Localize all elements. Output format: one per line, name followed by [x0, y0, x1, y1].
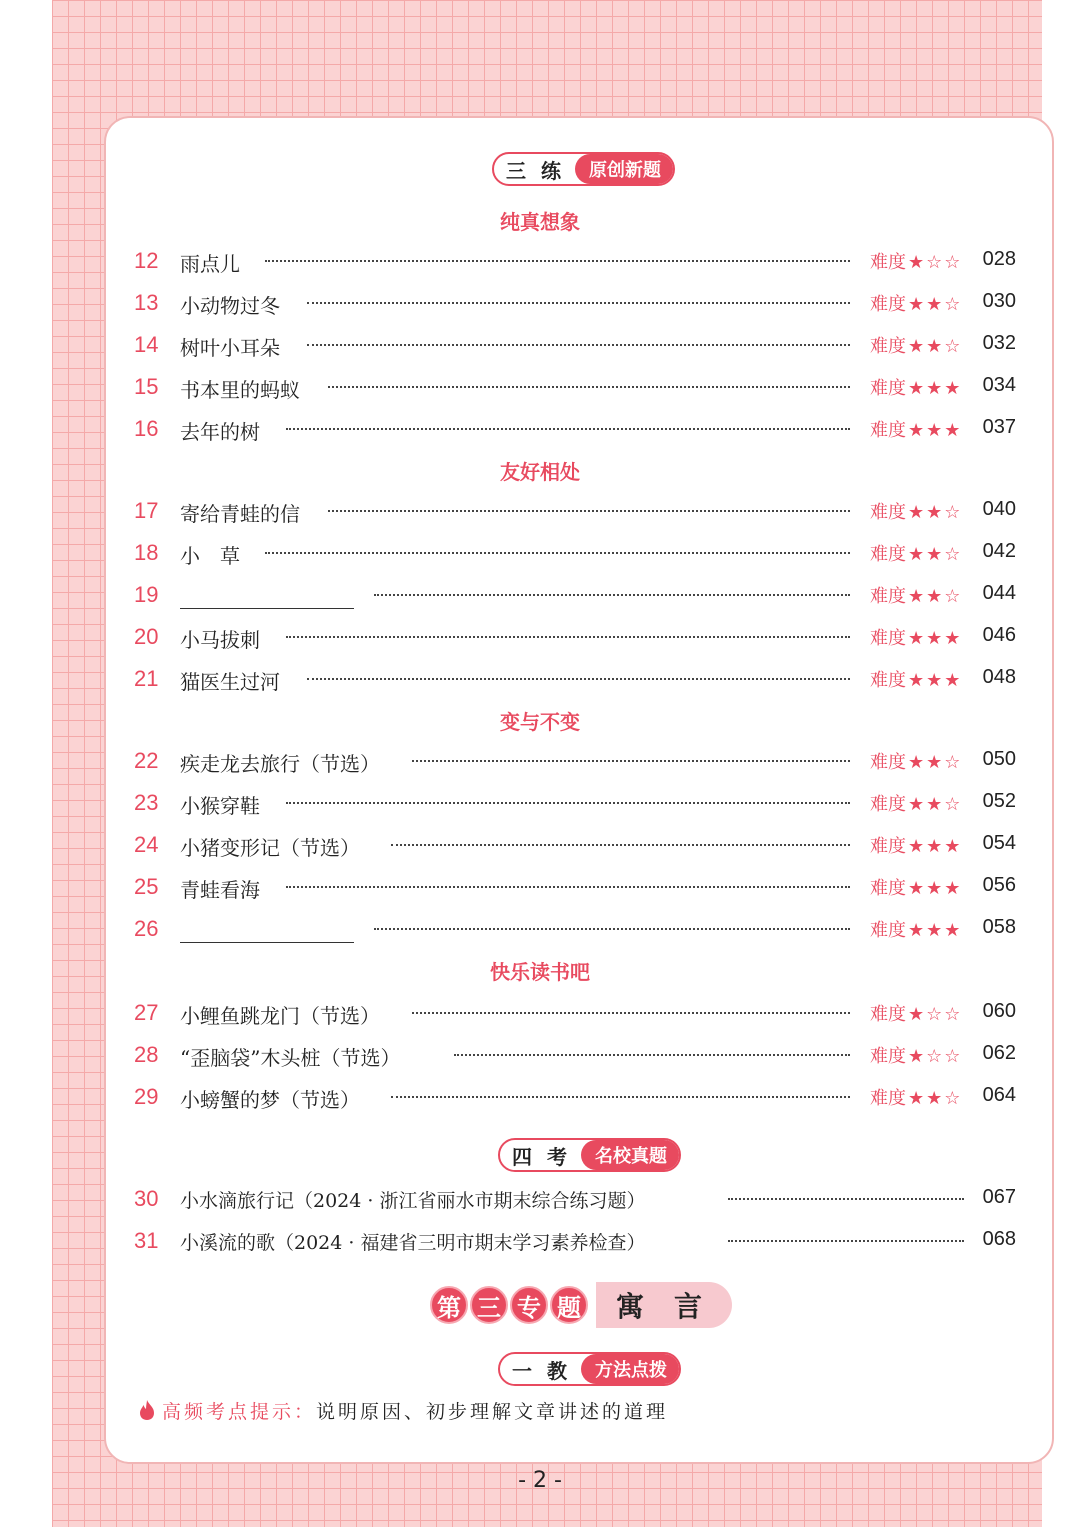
- difficulty-rating: [870, 540, 962, 566]
- star-rating-icon: ★★★: [908, 378, 963, 399]
- star-rating-icon: ★★★: [908, 628, 963, 649]
- difficulty-label: 难度: [870, 836, 906, 857]
- page-number: 064: [982, 1084, 1016, 1106]
- dot-leader: [307, 302, 850, 304]
- page-number: 037: [982, 416, 1016, 438]
- lesson-title: 去年的树: [180, 420, 260, 444]
- toc-row[interactable]: [134, 1040, 1024, 1072]
- toc-row[interactable]: [134, 746, 1024, 778]
- toc-row[interactable]: [134, 330, 1024, 362]
- category-heading: 快乐读书吧: [490, 960, 590, 984]
- lesson-number: 22: [134, 748, 159, 773]
- dot-leader: [286, 802, 850, 804]
- difficulty-label: 难度: [870, 1088, 906, 1109]
- lesson-number: 14: [134, 332, 159, 357]
- lesson-title: 小水滴旅行记（2024 · 浙江省丽水市期末综合练习题）: [180, 1190, 646, 1212]
- lesson-title: 树叶小耳朵: [180, 336, 280, 360]
- difficulty-label: 难度: [870, 586, 906, 607]
- toc-row[interactable]: [134, 372, 1024, 404]
- difficulty-rating: [870, 290, 962, 316]
- difficulty-label: 难度: [870, 794, 906, 815]
- star-rating-icon: ★★☆: [908, 752, 963, 773]
- star-rating-icon: ★☆☆: [908, 252, 963, 273]
- dot-leader: [374, 594, 850, 596]
- difficulty-rating: [870, 748, 962, 774]
- topic-char: 三: [470, 1286, 508, 1324]
- topic-char: 专: [510, 1286, 548, 1324]
- toc-row[interactable]: [134, 830, 1024, 862]
- section-badge-exam: [498, 1138, 681, 1172]
- lesson-number: 20: [134, 624, 159, 649]
- star-rating-icon: ★★☆: [908, 586, 963, 607]
- page-number: 060: [982, 1000, 1016, 1022]
- lesson-number: 16: [134, 416, 159, 441]
- dot-leader: [412, 760, 850, 762]
- dot-leader: [391, 1096, 850, 1098]
- difficulty-rating: [870, 374, 962, 400]
- difficulty-rating: [870, 1000, 962, 1026]
- page-number: 056: [982, 874, 1016, 896]
- hint-text: 说明原因、初步理解文章讲述的道理: [316, 1401, 669, 1423]
- page-number: 068: [982, 1228, 1016, 1250]
- difficulty-rating: [870, 916, 962, 942]
- lesson-title: 小螃蟹的梦（节选）: [180, 1088, 360, 1112]
- dot-leader: [328, 510, 850, 512]
- dot-leader: [412, 1012, 850, 1014]
- page-number: 067: [982, 1186, 1016, 1208]
- lesson-title: 小 草: [180, 544, 240, 568]
- toc-row[interactable]: [134, 496, 1024, 528]
- toc-row-exam[interactable]: [134, 1184, 1024, 1216]
- lesson-title: 书本里的蚂蚁: [180, 378, 300, 402]
- star-rating-icon: ★★☆: [908, 1088, 963, 1109]
- toc-row[interactable]: [134, 538, 1024, 570]
- section-badge-left: 一 教: [512, 1358, 571, 1383]
- star-rating-icon: ★★★: [908, 420, 963, 441]
- star-rating-icon: ★★☆: [908, 544, 963, 565]
- lesson-number: 26: [134, 916, 159, 941]
- page-number: 040: [982, 498, 1016, 520]
- lesson-title: 小鲤鱼跳龙门（节选）: [180, 1004, 380, 1028]
- toc-row[interactable]: [134, 1082, 1024, 1114]
- difficulty-label: 难度: [870, 1046, 906, 1067]
- section-badge-practice: [492, 152, 675, 186]
- difficulty-rating: [870, 1084, 962, 1110]
- difficulty-label: 难度: [870, 294, 906, 315]
- page-number: 048: [982, 666, 1016, 688]
- star-rating-icon: ★★☆: [908, 336, 963, 357]
- difficulty-rating: [870, 582, 962, 608]
- section-badge-right: 名校真题: [581, 1140, 679, 1170]
- lesson-number: 12: [134, 248, 159, 273]
- topic-char: 第: [430, 1286, 468, 1324]
- difficulty-label: 难度: [870, 378, 906, 399]
- lesson-number: 17: [134, 498, 159, 523]
- lesson-title: 寄给青蛙的信: [180, 502, 300, 526]
- section-badge-left: 四 考: [512, 1144, 571, 1169]
- difficulty-label: 难度: [870, 502, 906, 523]
- lesson-number: 24: [134, 832, 159, 857]
- lesson-title: 猫医生过河: [180, 670, 280, 694]
- dot-leader: [286, 636, 850, 638]
- blank-title-line: [180, 608, 354, 609]
- difficulty-label: 难度: [870, 920, 906, 941]
- page-number: 030: [982, 290, 1016, 312]
- difficulty-rating: [870, 332, 962, 358]
- toc-row[interactable]: [134, 288, 1024, 320]
- star-rating-icon: ★★☆: [908, 294, 963, 315]
- difficulty-rating: [870, 498, 962, 524]
- section-badge-left: 三 练: [506, 158, 565, 183]
- toc-row[interactable]: [134, 246, 1024, 278]
- section-badge-right: 原创新题: [575, 154, 673, 184]
- dot-leader: [307, 344, 850, 346]
- hint-label: 高频考点提示：: [162, 1401, 317, 1423]
- difficulty-label: 难度: [870, 752, 906, 773]
- difficulty-rating: [870, 790, 962, 816]
- dot-leader: [265, 552, 850, 554]
- star-rating-icon: ★★☆: [908, 794, 963, 815]
- dot-leader: [286, 428, 850, 430]
- lesson-title: 疾走龙去旅行（节选）: [180, 752, 380, 776]
- lesson-number: 29: [134, 1084, 159, 1109]
- lesson-title: 小动物过冬: [180, 294, 280, 318]
- dot-leader: [728, 1240, 964, 1242]
- page-number: 058: [982, 916, 1016, 938]
- dot-leader: [328, 386, 850, 388]
- lesson-number: 28: [134, 1042, 159, 1067]
- difficulty-rating: [870, 1042, 962, 1068]
- difficulty-label: 难度: [870, 544, 906, 565]
- toc-row-exam[interactable]: [134, 1226, 1024, 1258]
- topic-banner: [430, 1281, 732, 1329]
- lesson-number: 30: [134, 1186, 159, 1211]
- toc-row[interactable]: [134, 622, 1024, 654]
- lesson-number: 27: [134, 1000, 159, 1025]
- dot-leader: [307, 678, 850, 680]
- toc-row[interactable]: [134, 580, 1024, 612]
- page-number: 034: [982, 374, 1016, 396]
- lesson-number: 13: [134, 290, 159, 315]
- difficulty-rating: [870, 248, 962, 274]
- star-rating-icon: ★★☆: [908, 502, 963, 523]
- category-heading: 纯真想象: [500, 210, 580, 234]
- dot-leader: [391, 844, 850, 846]
- lesson-title: 小猴穿鞋: [180, 794, 260, 818]
- page-number: 042: [982, 540, 1016, 562]
- page-number: 062: [982, 1042, 1016, 1064]
- lesson-number: 15: [134, 374, 159, 399]
- difficulty-label: 难度: [870, 1004, 906, 1025]
- star-rating-icon: ★☆☆: [908, 1004, 963, 1025]
- toc-row[interactable]: [134, 414, 1024, 446]
- category-heading: 变与不变: [500, 710, 580, 734]
- toc-row[interactable]: [134, 998, 1024, 1030]
- lesson-title: “歪脑袋”木头桩（节选）: [180, 1046, 401, 1070]
- difficulty-label: 难度: [870, 252, 906, 273]
- difficulty-rating: [870, 624, 962, 650]
- lesson-title: 青蛙看海: [180, 878, 260, 902]
- dot-leader: [728, 1198, 964, 1200]
- page-number: 054: [982, 832, 1016, 854]
- section-badge-right: 方法点拨: [581, 1354, 679, 1384]
- topic-name: 寓言: [596, 1282, 732, 1328]
- difficulty-label: 难度: [870, 670, 906, 691]
- lesson-number: 23: [134, 790, 159, 815]
- lesson-number: 21: [134, 666, 159, 691]
- flame-icon: [138, 1399, 156, 1421]
- difficulty-rating: [870, 416, 962, 442]
- difficulty-rating: [870, 832, 962, 858]
- page-footer-number: - 2 -: [518, 1468, 562, 1493]
- lesson-number: 31: [134, 1228, 159, 1253]
- star-rating-icon: ★★★: [908, 836, 963, 857]
- page-number: 052: [982, 790, 1016, 812]
- page-number: 044: [982, 582, 1016, 604]
- lesson-title: 雨点儿: [180, 252, 240, 276]
- difficulty-label: 难度: [870, 878, 906, 899]
- lesson-number: 19: [134, 582, 159, 607]
- toc-row[interactable]: [134, 872, 1024, 904]
- toc-row[interactable]: [134, 788, 1024, 820]
- lesson-number: 18: [134, 540, 159, 565]
- dot-leader: [286, 886, 850, 888]
- lesson-title: 小猪变形记（节选）: [180, 836, 360, 860]
- dot-leader: [454, 1054, 850, 1056]
- star-rating-icon: ★★★: [908, 670, 963, 691]
- lesson-number: 25: [134, 874, 159, 899]
- lesson-title: 小溪流的歌（2024 · 福建省三明市期末学习素养检查）: [180, 1232, 646, 1254]
- topic-char: 题: [550, 1286, 588, 1324]
- star-rating-icon: ★★★: [908, 920, 963, 941]
- category-heading: 友好相处: [500, 460, 580, 484]
- key-point-hint: [138, 1397, 668, 1424]
- star-rating-icon: ★☆☆: [908, 1046, 963, 1067]
- star-rating-icon: ★★★: [908, 878, 963, 899]
- difficulty-label: 难度: [870, 628, 906, 649]
- dot-leader: [374, 928, 850, 930]
- difficulty-label: 难度: [870, 336, 906, 357]
- difficulty-rating: [870, 874, 962, 900]
- page-number: 028: [982, 248, 1016, 270]
- dot-leader: [265, 260, 850, 262]
- difficulty-rating: [870, 666, 962, 692]
- page-number: 032: [982, 332, 1016, 354]
- toc-row[interactable]: [134, 664, 1024, 696]
- section-badge-teach: [498, 1352, 681, 1386]
- page-number: 046: [982, 624, 1016, 646]
- toc-row[interactable]: [134, 914, 1024, 946]
- difficulty-label: 难度: [870, 420, 906, 441]
- page-number: 050: [982, 748, 1016, 770]
- lesson-title: 小马拔刺: [180, 628, 260, 652]
- blank-title-line: [180, 942, 354, 943]
